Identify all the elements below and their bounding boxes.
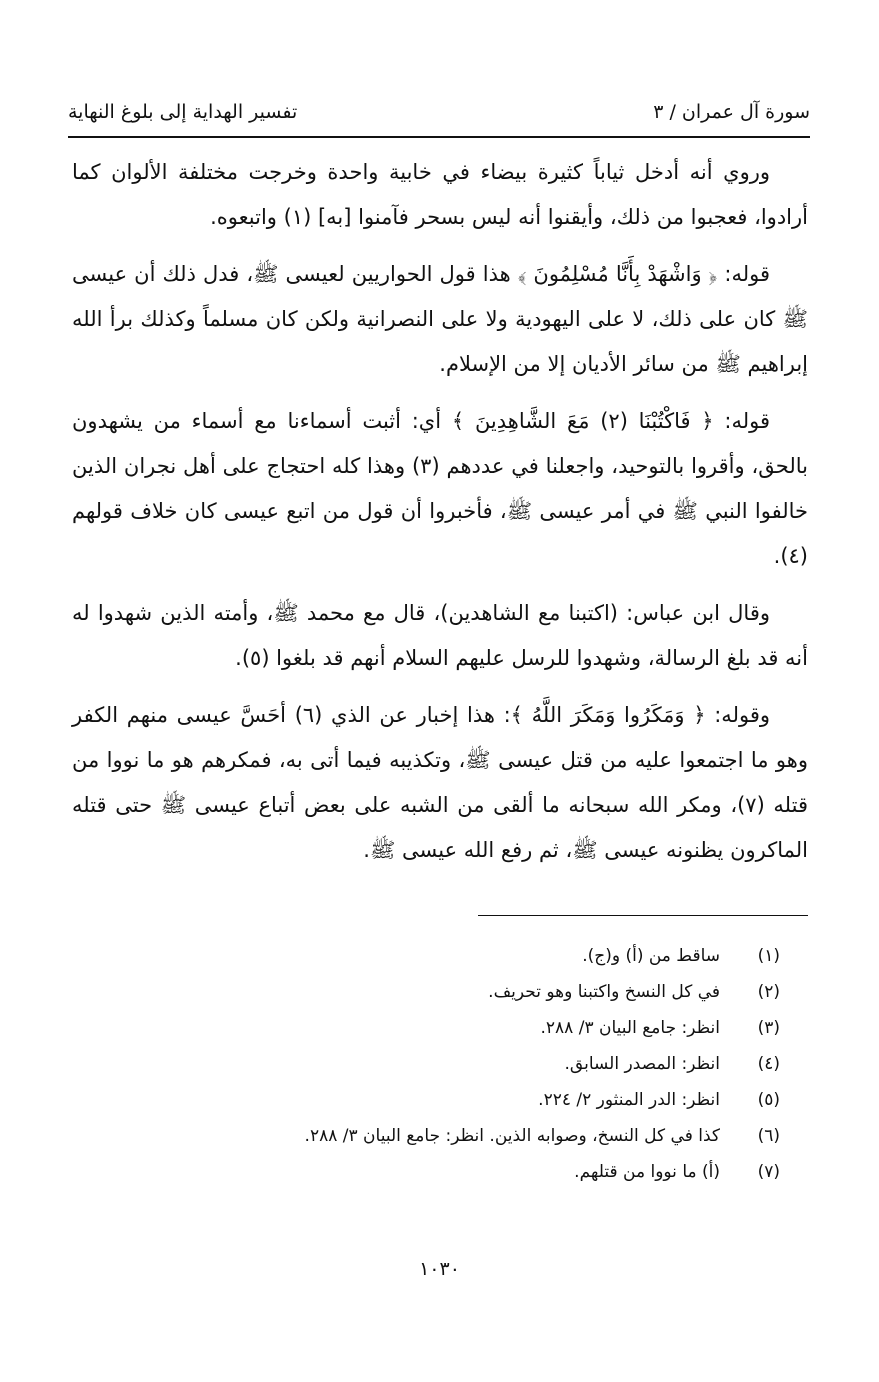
surah-label: سورة آل عمران / ٣ bbox=[653, 101, 810, 123]
footnote-number: (٢) bbox=[757, 982, 780, 1002]
page-number: ١٠٣٠ bbox=[419, 1258, 460, 1280]
paragraph: قوله: ﴿ فَاكْتُبْنَا (٢) مَعَ الشَّاهِدِينَ ﴾ أي: أثبت أسماءنا مع أسماء من يشهدون بالحق، وأقروا بالتوحيد، واجعلنا في عددهم (٣) وهذا كله احتجاج على أهل نجران الذين خالفوا النبي ﷺ في أمر عيسى ﷺ، فأخبروا أن قول من اتبع عيسى كان خلاف قولهم (٤). bbox=[72, 409, 808, 568]
footnote-text: في كل النسخ واكتبنا وهو تحريف. bbox=[488, 982, 720, 1002]
footnote-number: (٤) bbox=[757, 1054, 780, 1074]
header-divider bbox=[68, 136, 810, 138]
footnote-item bbox=[200, 1154, 780, 1190]
footnote-item bbox=[200, 974, 780, 1010]
footnote-text: (أ) ما نووا من قتلهم. bbox=[574, 1162, 720, 1182]
footnote-text: انظر: الدر المنثور ٢/ ٢٢٤. bbox=[538, 1090, 720, 1110]
paragraph: وقال ابن عباس: (اكتبنا مع الشاهدين)، قال مع محمد ﷺ، وأمته الذين شهدوا له أنه قد بلغ الرسالة، وشهدوا للرسل عليهم السلام أنهم قد بلغوا (٥). bbox=[72, 601, 808, 670]
footnote-number: (٦) bbox=[757, 1126, 780, 1146]
running-header bbox=[68, 92, 810, 132]
footnote-number: (٧) bbox=[757, 1162, 780, 1182]
footnote-item bbox=[200, 1118, 780, 1154]
footnote-number: (٣) bbox=[757, 1018, 780, 1038]
footnote-text: انظر: المصدر السابق. bbox=[564, 1054, 720, 1074]
paragraph: وروي أنه أدخل ثياباً كثيرة بيضاء في خابية واحدة وخرجت مختلفة الألوان كما أرادوا، فعجبوا من ذلك، وأيقنوا أنه ليس بسحر فآمنوا [به] (١) واتبعوه. bbox=[72, 160, 808, 229]
footnote-item bbox=[200, 1010, 780, 1046]
footnote-number: (١) bbox=[757, 946, 780, 966]
footnote-number: (٥) bbox=[757, 1090, 780, 1110]
book-title: تفسير الهداية إلى بلوغ النهاية bbox=[68, 101, 298, 123]
footnote-text: كذا في كل النسخ، وصوابه الذين. انظر: جامع البيان ٣/ ٢٨٨. bbox=[304, 1126, 720, 1146]
footnote-item bbox=[200, 1046, 780, 1082]
paragraph: وقوله: ﴿ وَمَكَرُوا وَمَكَرَ اللَّهُ ﴾: هذا إخبار عن الذي (٦) أحَسَّ عيسى منهم الكفر وهو ما اجتمعوا عليه من قتل عيسى ﷺ، وتكذيبه فيما أتى به، فمكرهم هو ما نووا من قتله (٧)، ومكر الله سبحانه ما ألقى من الشبه على بعض أتباع عيسى ﷺ حتى قتله الماكرون يظنونه عيسى ﷺ، ثم رفع الله عيسى ﷺ. bbox=[72, 703, 808, 862]
footnote-item bbox=[200, 938, 780, 974]
main-text bbox=[72, 150, 808, 885]
footnote-divider bbox=[478, 915, 808, 916]
footnote-text: ساقط من (أ) و(ج). bbox=[582, 946, 720, 966]
footnote-text: انظر: جامع البيان ٣/ ٢٨٨. bbox=[540, 1018, 720, 1038]
footnote-item bbox=[200, 1082, 780, 1118]
footnotes-list bbox=[200, 938, 780, 1190]
paragraph: قوله: ﴿ وَاشْهَدْ بِأَنَّا مُسْلِمُونَ ﴾ هذا قول الحواريين لعيسى ﷺ، فدل ذلك أن عيسى ﷺ كان على ذلك، لا على اليهودية ولا على النصرانية ولكن كان مسلماً وكذلك برأ الله إبراهيم ﷺ من سائر الأديان إلا من الإسلام. bbox=[72, 262, 808, 376]
